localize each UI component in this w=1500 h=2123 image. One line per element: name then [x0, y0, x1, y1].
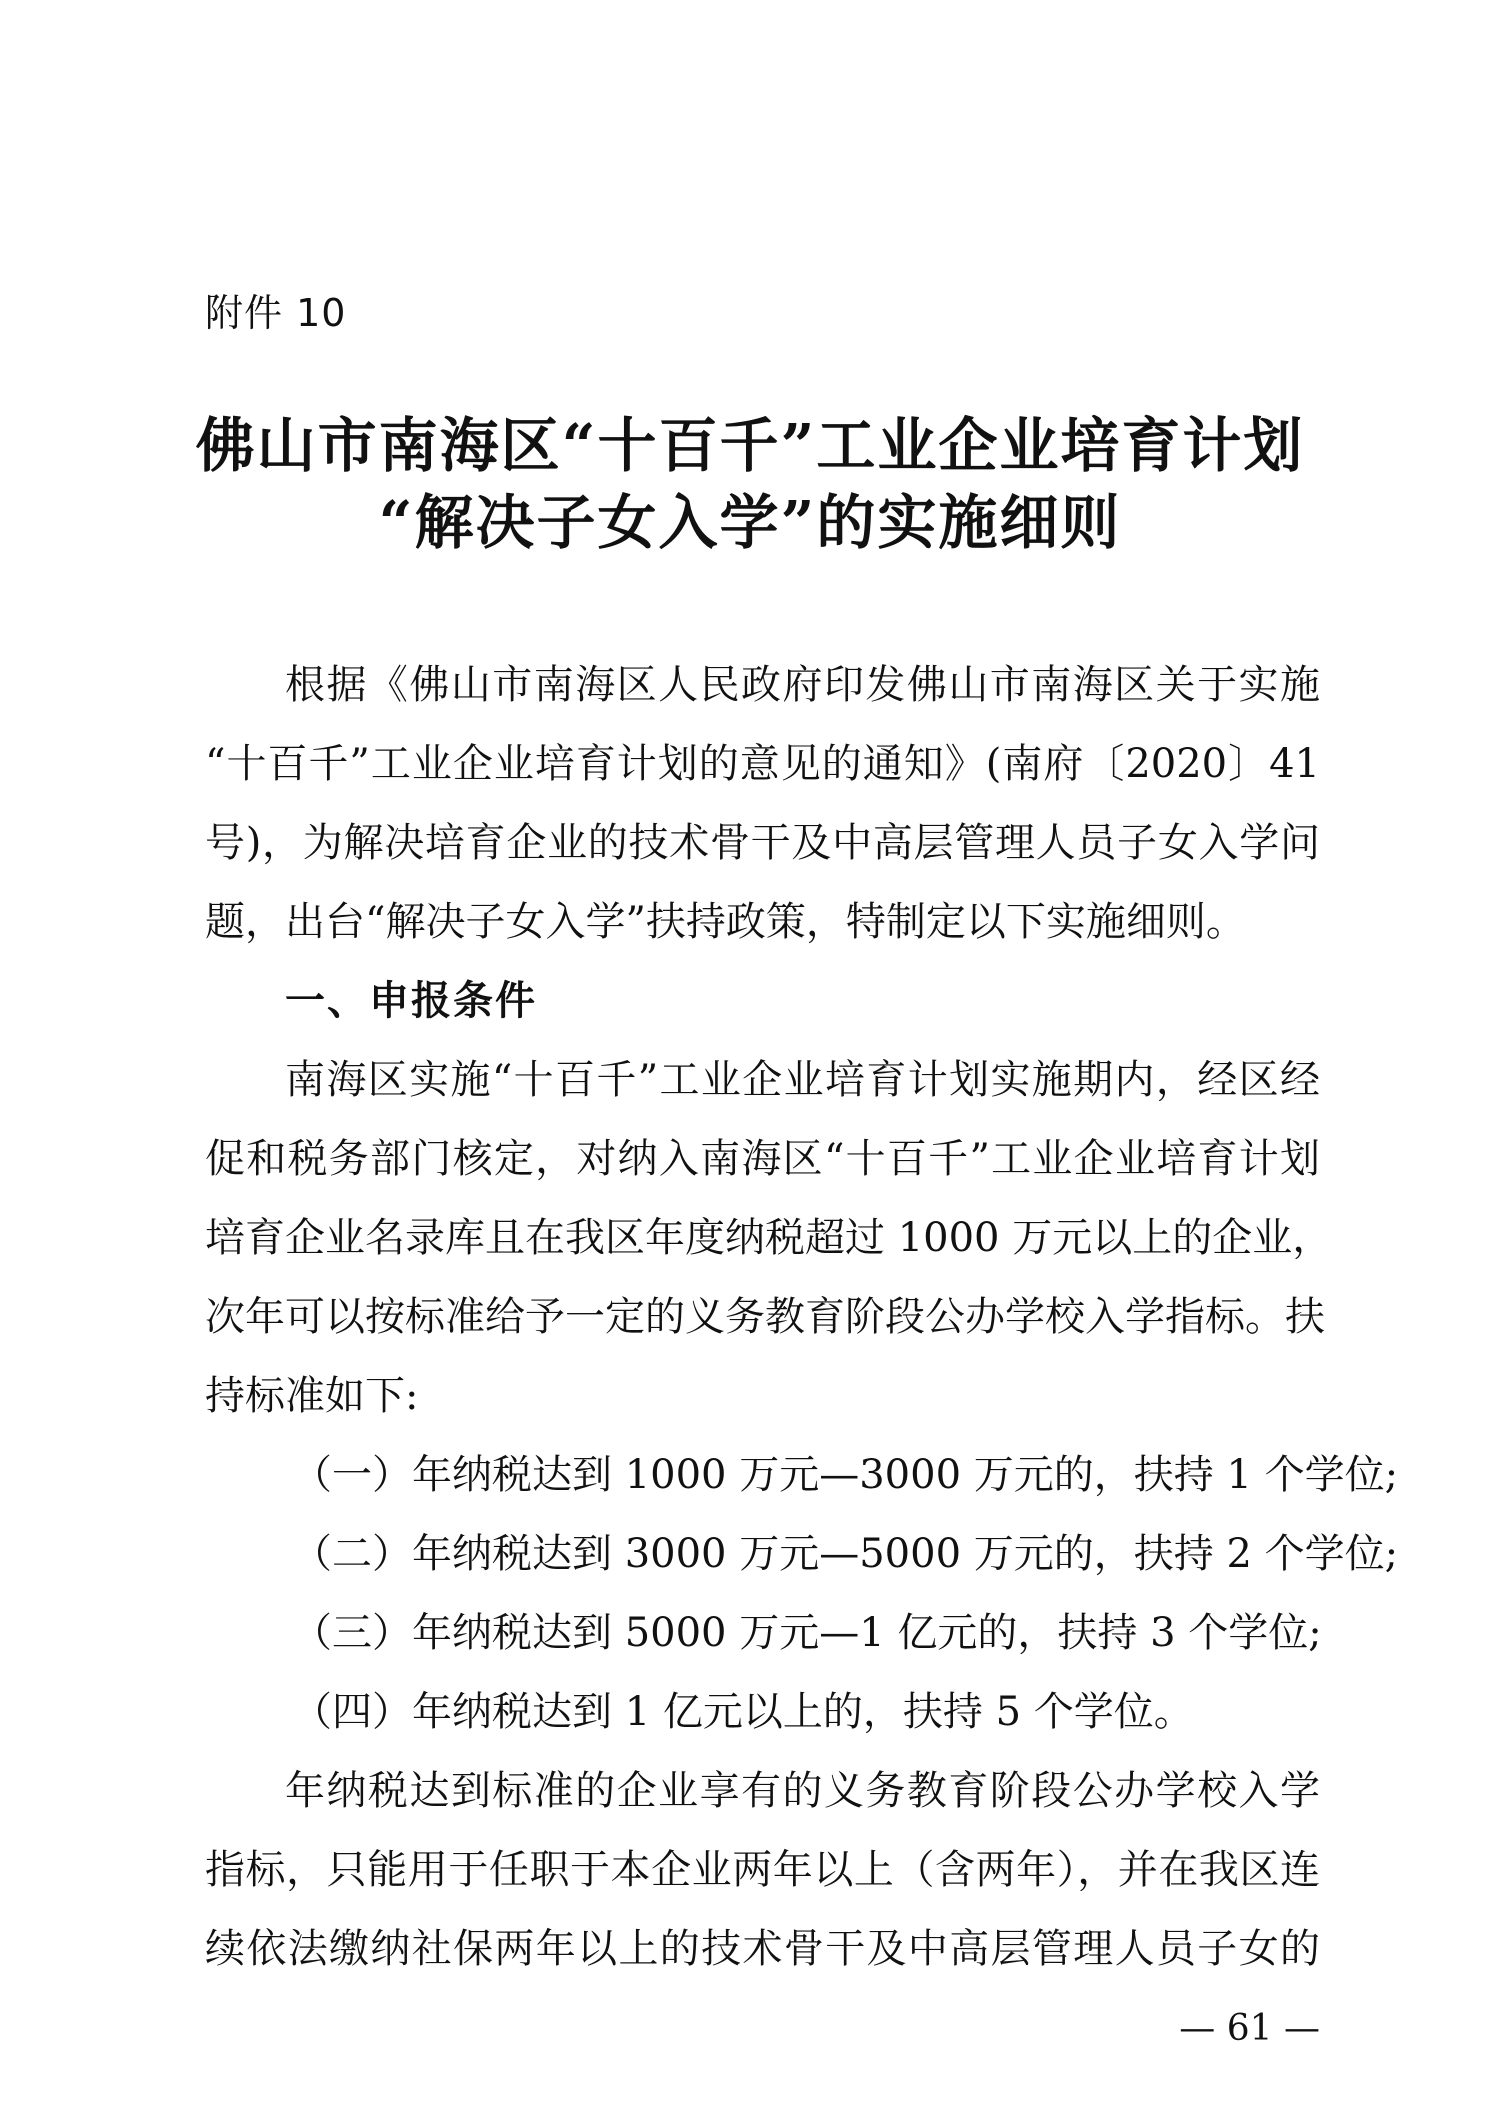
section1-line-4: 次年可以按标准给予一定的义务教育阶段公办学校入学指标。扶: [205, 1294, 1325, 1340]
page-number: — 61 —: [1179, 2008, 1320, 2049]
attachment-label: 附件 10: [205, 291, 347, 335]
document-title-line-2: “解决子女入学”的实施细则: [378, 488, 1122, 557]
closing-line-1: 年纳税达到标准的企业享有的义务教育阶段公办学校入学: [285, 1768, 1320, 1814]
support-item-4: （四）年纳税达到 1 亿元以上的，扶持 5 个学位。: [292, 1689, 1194, 1735]
document-title-line-1: 佛山市南海区“十百千”工业企业培育计划: [195, 411, 1305, 480]
intro-line-2: “十百千”工业企业培育计划的意见的通知》(南府〔2020〕41: [205, 741, 1320, 787]
closing-line-2: 指标，只能用于任职于本企业两年以上（含两年），并在我区连: [205, 1847, 1320, 1893]
section-heading-application-conditions: 一、申报条件: [285, 978, 537, 1024]
intro-line-4: 题，出台“解决子女入学”扶持政策，特制定以下实施细则。: [205, 899, 1246, 945]
intro-line-1: 根据《佛山市南海区人民政府印发佛山市南海区关于实施: [285, 662, 1320, 708]
closing-line-3: 续依法缴纳社保两年以上的技术骨干及中高层管理人员子女的: [205, 1926, 1320, 1972]
section1-line-1: 南海区实施“十百千”工业企业培育计划实施期内，经区经: [285, 1057, 1320, 1103]
intro-line-3: 号)，为解决培育企业的技术骨干及中高层管理人员子女入学问: [205, 820, 1320, 866]
support-item-3: （三）年纳税达到 5000 万元—1 亿元的，扶持 3 个学位;: [292, 1610, 1322, 1656]
section1-line-3: 培育企业名录库且在我区年度纳税超过 1000 万元以上的企业，: [205, 1215, 1333, 1261]
section1-line-2: 促和税务部门核定，对纳入南海区“十百千”工业企业培育计划: [205, 1136, 1320, 1182]
support-item-2: （二）年纳税达到 3000 万元—5000 万元的，扶持 2 个学位;: [292, 1531, 1399, 1577]
support-item-1: （一）年纳税达到 1000 万元—3000 万元的，扶持 1 个学位;: [292, 1452, 1399, 1498]
section1-line-5: 持标准如下:: [205, 1373, 419, 1419]
